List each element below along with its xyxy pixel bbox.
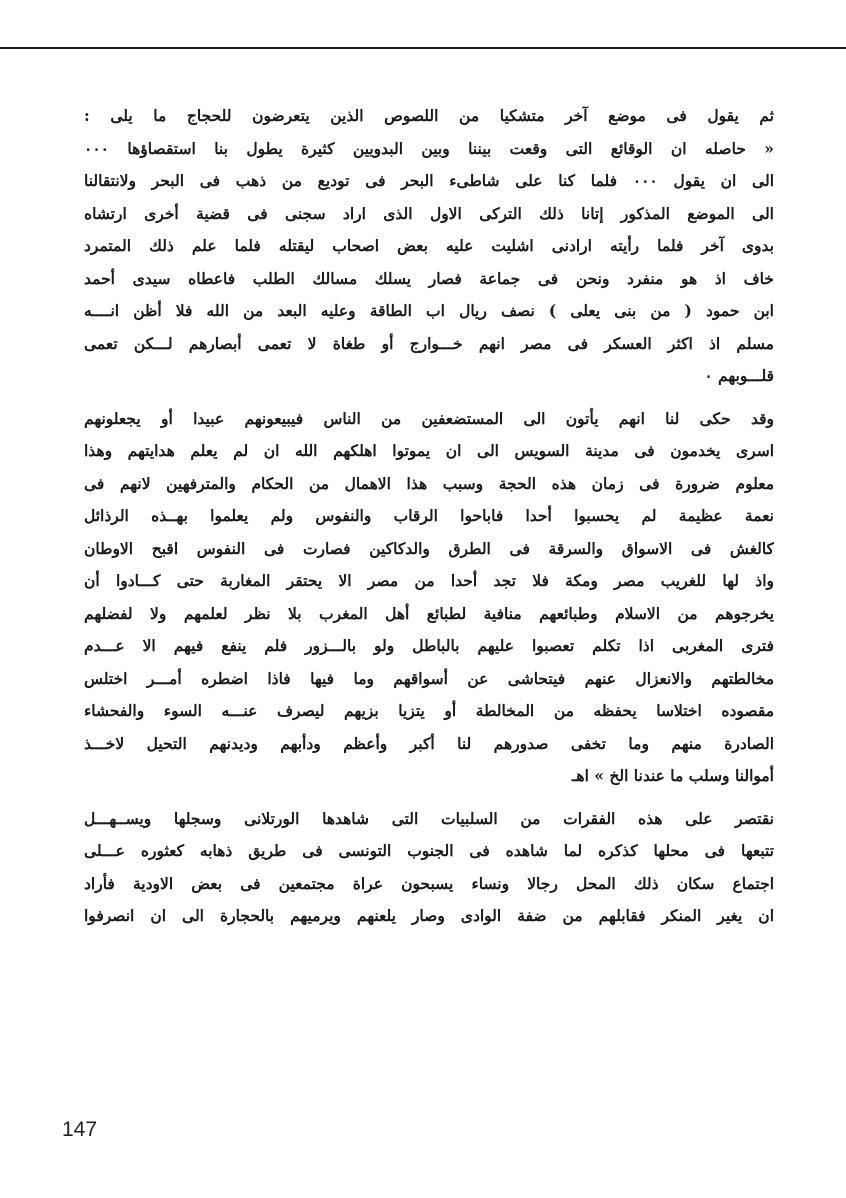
text-line: الى ان يقول ٠٠٠ فلما كنا على شاطىء البحر فى توديع من ذهب فى البحر ولانتقالنا (84, 171, 774, 190)
text-line: مخالطتهم والانعزال عنهم فيتحاشى عن أسواقهم وما فيها فاذا اضطره أمـــر اختلس (84, 668, 774, 688)
text-line: فترى المغربى اذا تكلم تعصبوا عليهم بالباطل ولو بالـــزور فلم ينفع فيهم الا عـــدم (84, 636, 774, 655)
page-body (84, 100, 774, 933)
text-line: خاف اذ هو منفرد ونحن فى جماعة فصار يسلك مسالك الطلب فاعطاه سيدى أحمد (84, 268, 774, 288)
text-line: اجتماع سكان ذلك المحل رجالا ونساء يسبحون عراة مجتمعين فى بعض الاودية فأراد (84, 873, 774, 893)
text-line: اسرى يخدمون فى مدينة السويس الى ان يموتوا اهلكهم الله ان لم يعلم هدايتهم وهذا (84, 441, 774, 460)
text-line: وقد حكى لنا انهم يأتون الى المستضعفين من الناس فيبيعونهم عبيدا أو يجعلونهم (84, 408, 774, 428)
text-line: ثم يقول فى موضع آخر متشكيا من اللصوص الذين يتعرضون للحجاج ما يلى : (84, 106, 774, 125)
text-line: « حاصله ان الوقائع التى وقعت بيننا وبين البدويين كثيرة يطول بنا استقصاؤها ٠٠٠ (84, 138, 774, 158)
header-rule (0, 47, 846, 49)
text-line: تتبعها فى محلها كذكره لما شاهده فى الجنوب التونسى فى طريق ذهابه كعثوره عـــلى (84, 841, 774, 860)
text-line: نقتصر على هذه الفقرات من السلبيات التى شاهدها الورتلانى وسجلها ويســهـــل (84, 808, 774, 828)
page-number: 147 (62, 1118, 98, 1141)
text-line: معلوم ضرورة فى زمان هذه الحجة وسبب هذا الاهمال من الحكام والمترفهين لانهم فى (84, 473, 774, 493)
text-line: الى الموضع المذكور إتانا ذلك التركى الاول الذى اراد سجنى فى قضية أخرى ارتشاه (84, 203, 774, 223)
text-line: مقصوده اختلاسا يحفظه من المخالطة أو يتزيا بزيهم ليصرف عنـــه السوء والفحشاء (84, 701, 774, 720)
text-line: نعمة عظيمة لم يحسبوا أحدا فاباحوا الرقاب والنفوس ولم يعلموا بهــذه الرذائل (84, 506, 774, 525)
text-line: كالغش فى الاسواق والسرقة فى الطرق والدكاكين فصارت فى النفوس اقبح الاوطان (84, 538, 774, 558)
text-line: قلـــوبهم ٠ (704, 366, 774, 385)
paragraph-3 (84, 803, 774, 933)
text-line: ابن حمود ( من بنى يعلى ) نصف ريال اب الطاقة وعليه البعد من الله فلا أظن انــــه (84, 301, 774, 320)
text-line: أموالنا وسلب ما عندنا الخ » اهـ (571, 766, 774, 785)
text-line: الصادرة منهم وما تخفى صدورهم لنا أكبر وأعظم ودأبهم وديدنهم التحيل لاخـــذ (84, 733, 774, 753)
text-line: ان يغير المنكر فقابلهم من ضفة الوادى وصار يلعنهم ويرميهم بالحجارة الى ان انصرفوا (84, 906, 774, 925)
text-line: واذ لها للغريب مصر ومكة فلا تجد أحدا من مصر الا يحتقر المغاربة حتى كـــادوا أن (84, 571, 774, 590)
text-line: مسلم اذ اكثر العسكر فى مصر انهم خـــوارج أو طغاة لا تعمى أبصارهم لـــكن تعمى (84, 333, 774, 353)
text-line: بدوى آخر فلما رأيته ارادنى اشليت عليه بعض اصحاب ليقتله فلما علم ذلك المتمرد (84, 236, 774, 255)
text-line: يخرجوهم من الاسلام وطبائعهم منافية لطبائع أهل المغرب بلا نظر لعلمهم ولا لفضلهم (84, 603, 774, 623)
paragraph-2 (84, 403, 774, 793)
paragraph-1 (84, 100, 774, 393)
